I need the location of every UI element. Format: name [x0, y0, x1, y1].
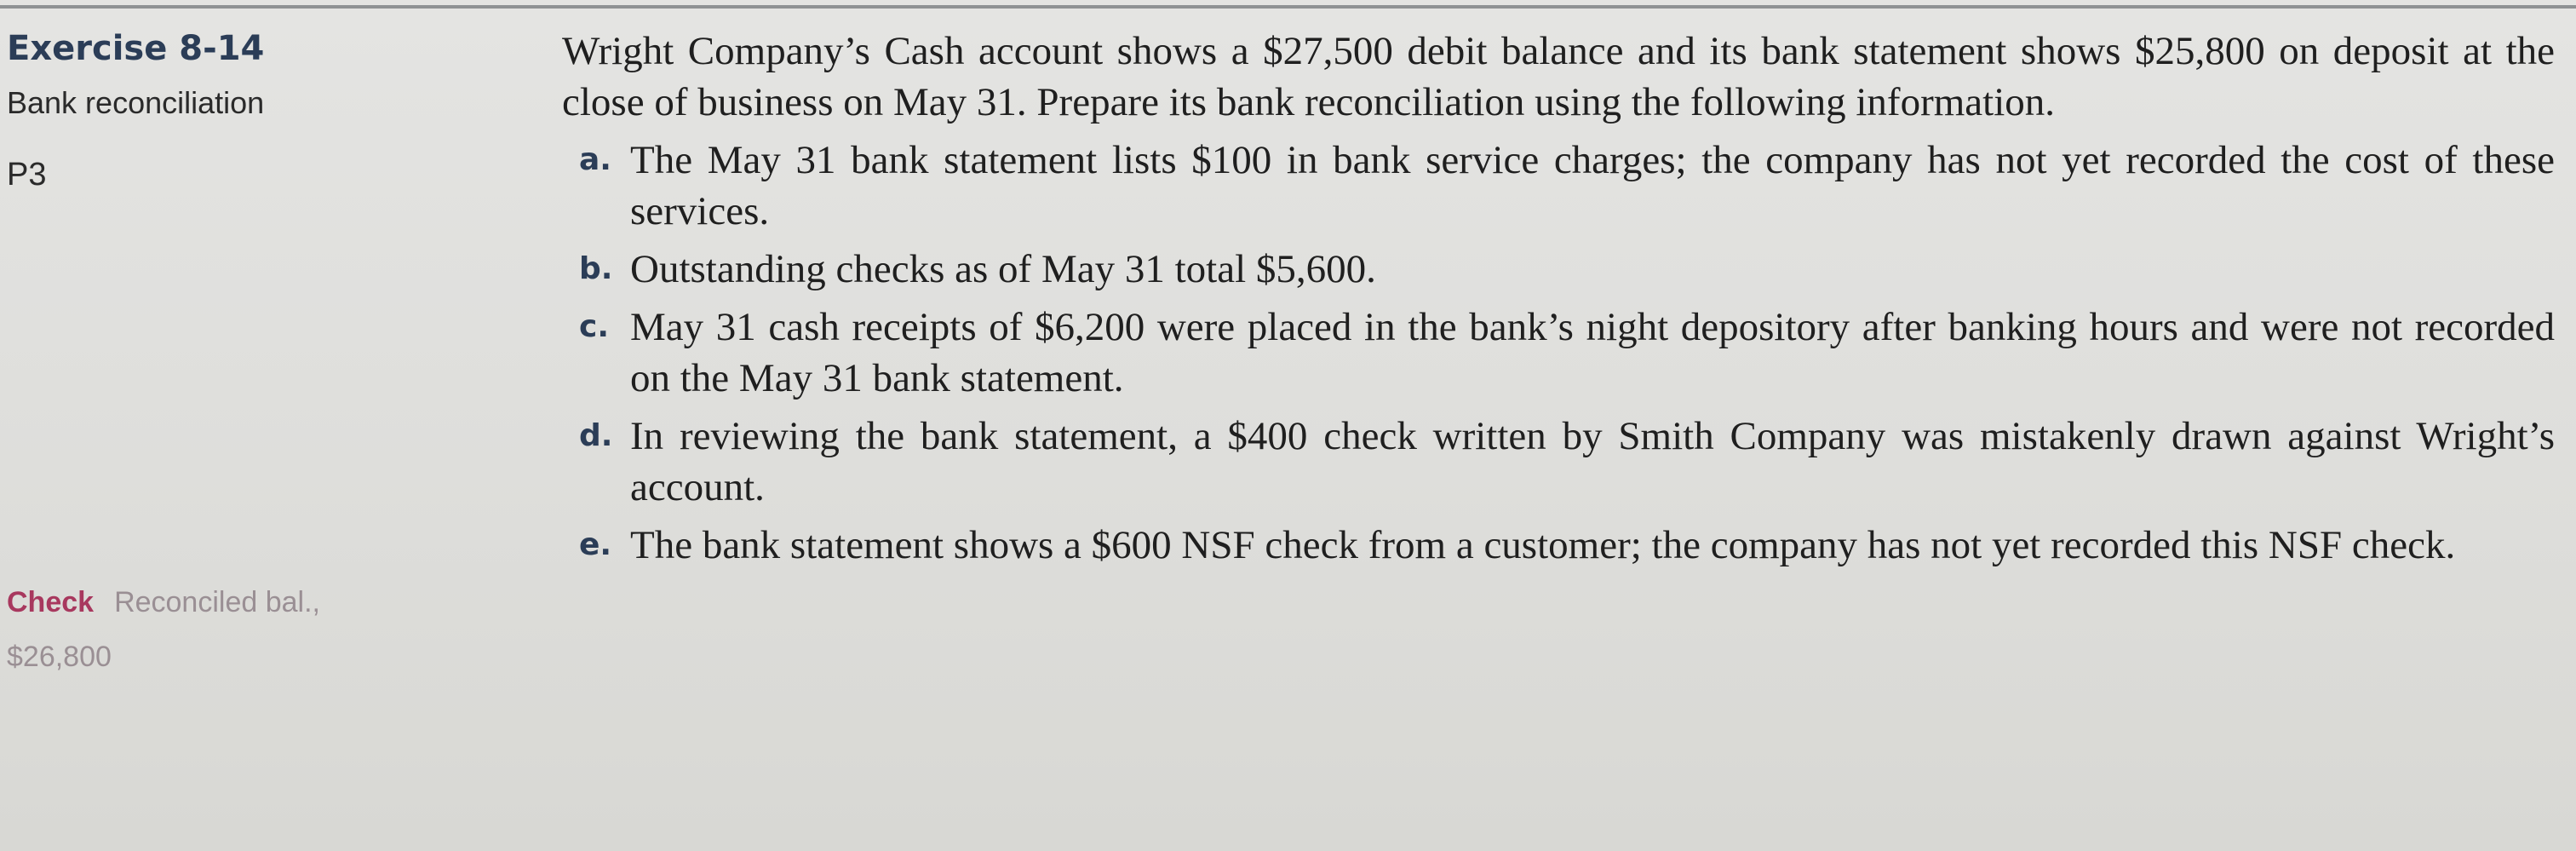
exercise-title: Exercise 8-14 [7, 29, 265, 68]
item-letter: a. [579, 142, 611, 177]
item-text: The May 31 bank statement lists $100 in bank service charges; the company has not yet recorded the cost of these services. [630, 138, 2555, 233]
item-text: Outstanding checks as of May 31 total $5,600. [630, 247, 1376, 291]
item-letter: b. [579, 251, 613, 286]
check-label: Check [7, 586, 95, 618]
check-figure [7, 586, 320, 619]
exercise-sidebar [0, 0, 511, 851]
item-letter: c. [579, 309, 610, 344]
item-text: The bank statement shows a $600 NSF check from a customer; the company has not yet recorded this NSF check. [630, 523, 2456, 567]
list-item-a [562, 135, 2555, 237]
list-item-b [562, 244, 2555, 295]
list-item-e [562, 520, 2555, 571]
list-item-d [562, 411, 2555, 513]
check-text: Reconciled bal., [114, 586, 320, 618]
exercise-subtitle: Bank reconciliation [7, 85, 265, 120]
item-text: In reviewing the bank statement, a $400 check written by Smith Company was mistakenly drawn against Wright’s account. [630, 414, 2555, 509]
list-item-c [562, 302, 2555, 404]
check-value: $26,800 [7, 641, 112, 673]
item-letter: e. [579, 527, 612, 562]
item-text: May 31 cash receipts of $6,200 were placed in the bank’s night depository after banking hours and were not recorded on the May 31 bank statement. [630, 305, 2555, 400]
problem-body [562, 26, 2555, 571]
problem-intro: Wright Company’s Cash account shows a $27,500 debit balance and its bank statement shows $25,800 on deposit at the close of business on May 31. Prepare its bank reconciliation using the following information. [562, 29, 2555, 124]
item-letter: d. [579, 418, 613, 453]
learning-objective-code: P3 [7, 157, 47, 193]
